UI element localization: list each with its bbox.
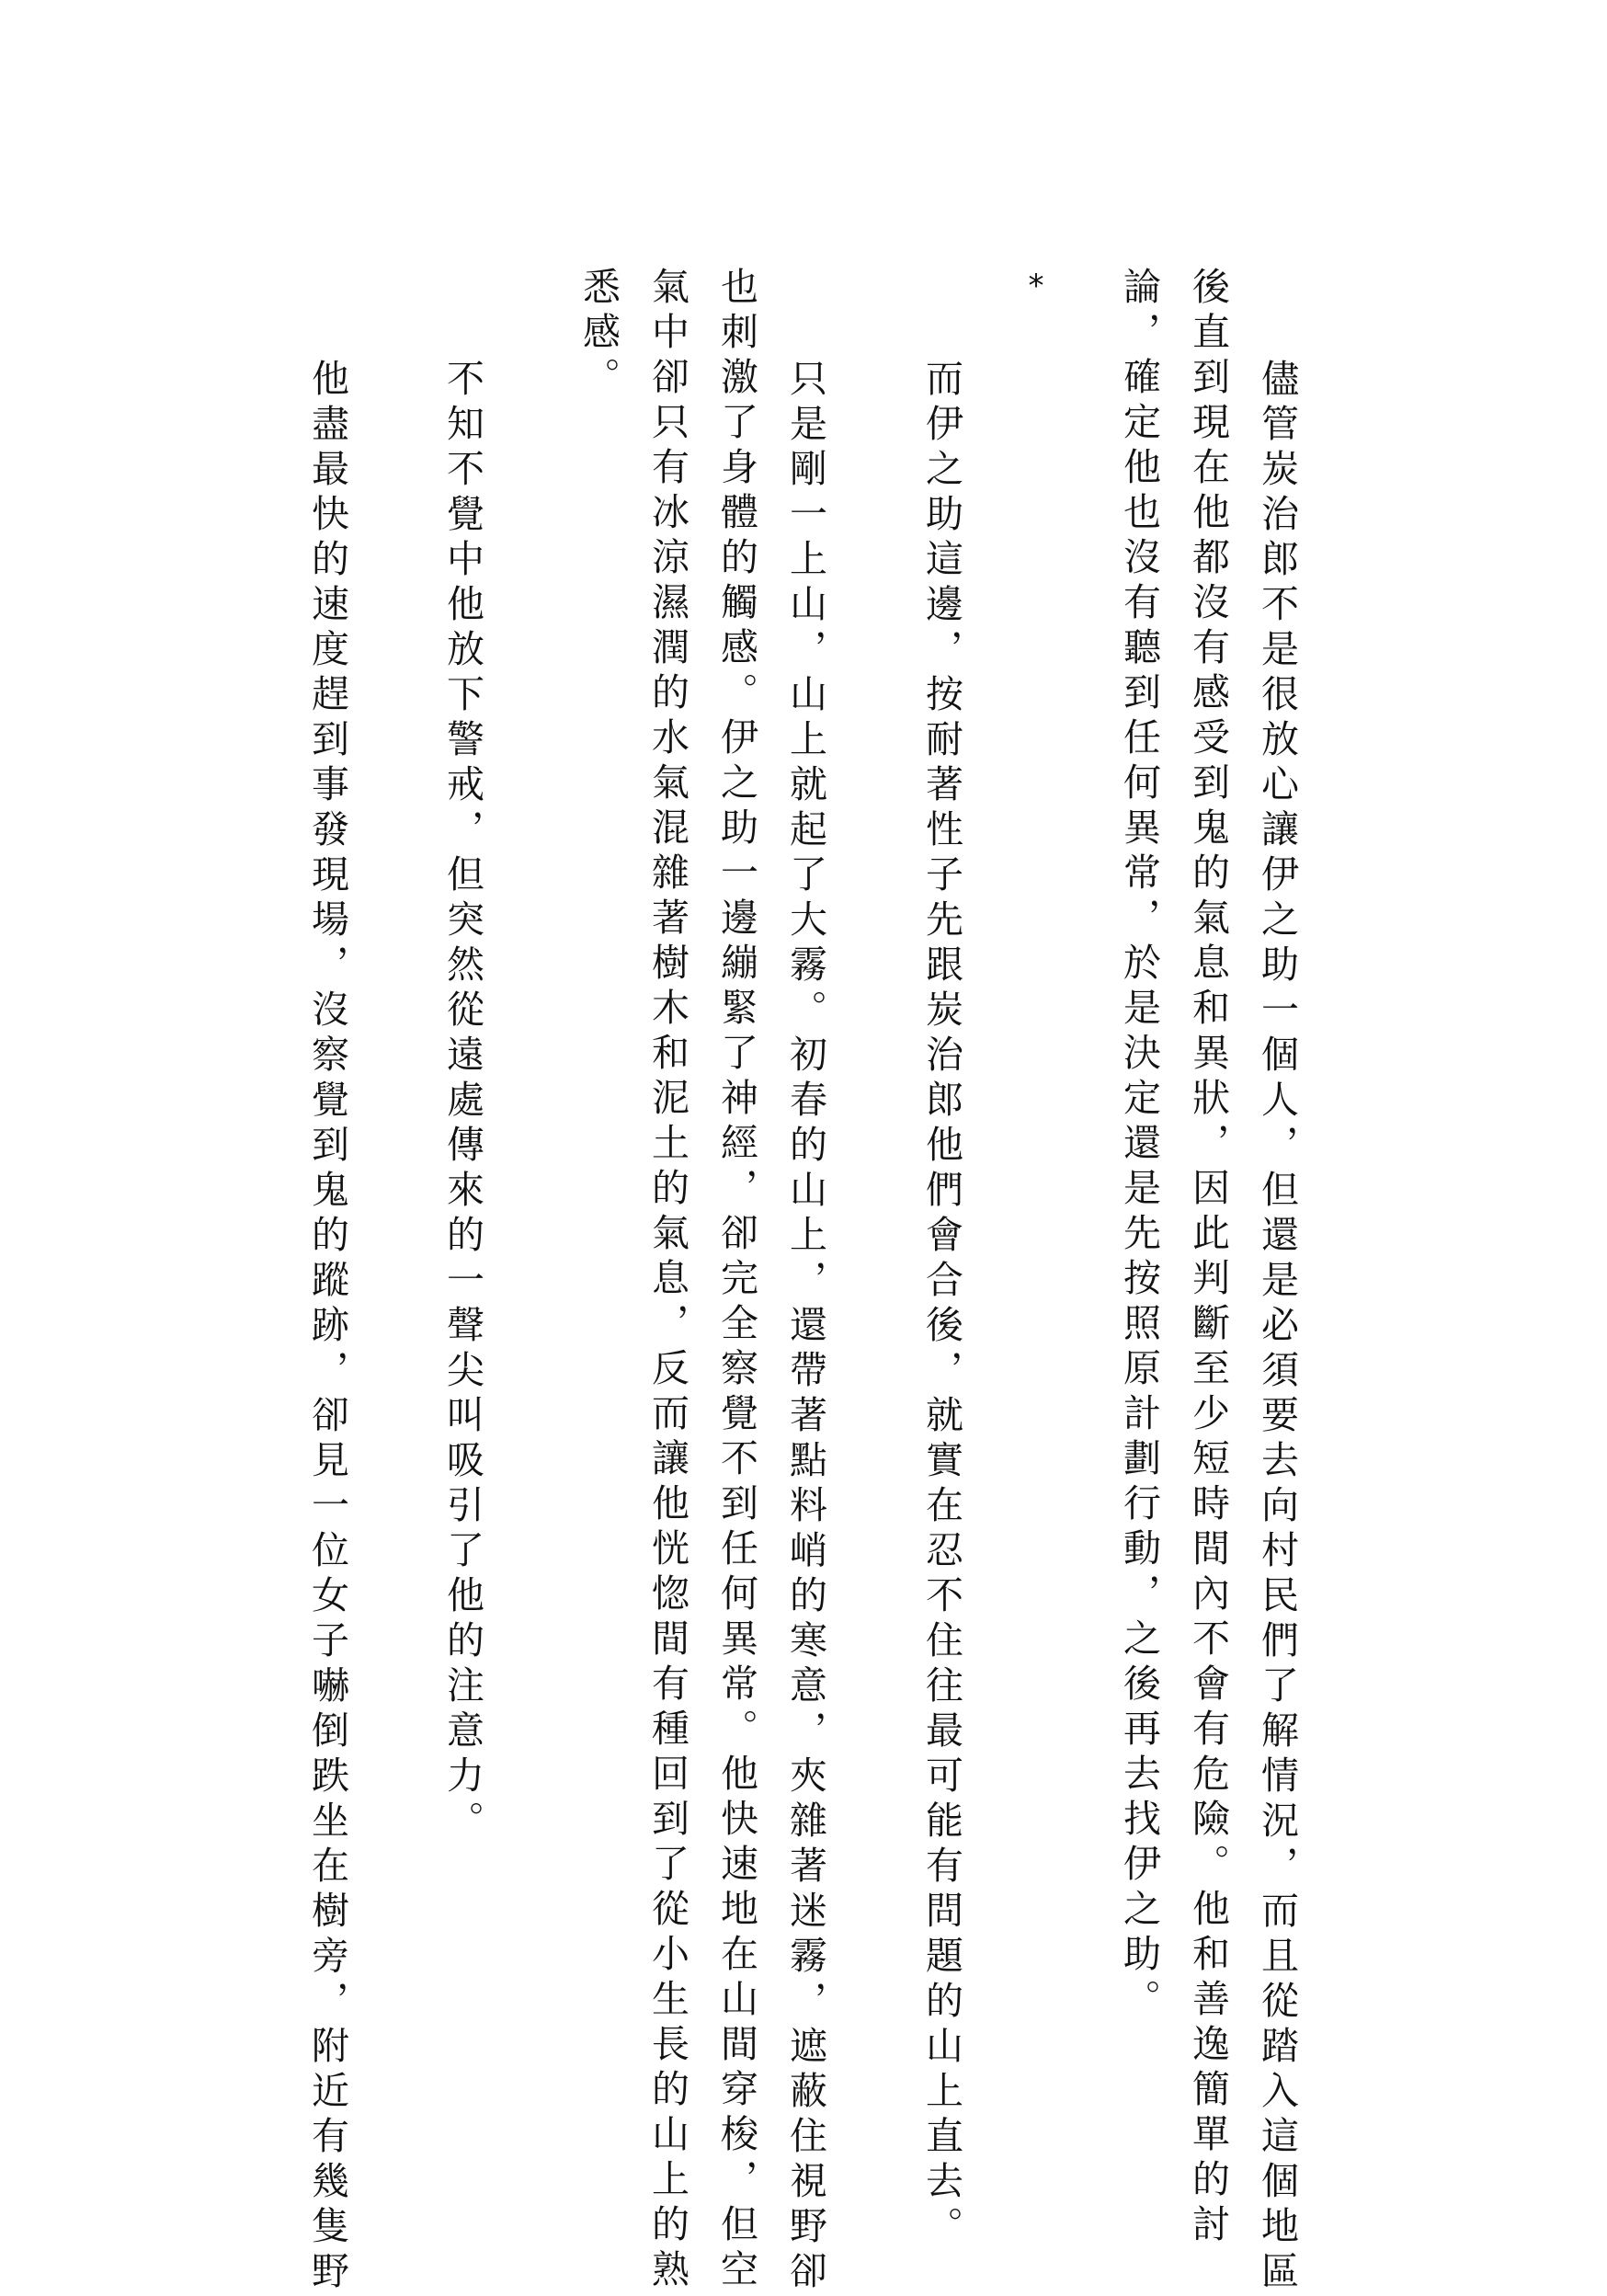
scene-break-asterisk: * [1028, 268, 1044, 304]
text-column-9: 不知不覺中他放下警戒，但突然從遠處傳來的一聲尖叫吸引了他的注意力。 [440, 359, 484, 1845]
text-column-7: 氣中卻只有冰涼濕潤的水氣混雜著樹木和泥土的氣息，反而讓他恍惚間有種回到了從小生長的山上的熟 [645, 267, 690, 2294]
text-column-1: 儘管炭治郎不是很放心讓伊之助一個人，但還是必須要去向村民們了解情況，而且從踏入這個地區 [1255, 359, 1299, 2296]
text-column-4: 而伊之助這邊，按耐著性子先跟炭治郎他們會合後，就實在忍不住往最可能有問題的山上直去。 [919, 359, 963, 2251]
text-column-2: 後直到現在他都沒有感受到鬼的氣息和異狀，因此判斷至少短時間內不會有危險。他和善逸簡單的討 [1186, 267, 1230, 2249]
text-column-5: 只是剛一上山，山上就起了大霧。初春的山上，還帶著點料峭的寒意，夾雜著迷霧，遮蔽住視野卻 [783, 359, 827, 2296]
text-column-6: 也刺激了身體的觸感。伊之助一邊繃緊了神經，卻完全察覺不到任何異常。他快速地在山間穿梭，但空 [714, 267, 758, 2294]
text-column-10: 他盡最快的速度趕到事發現場，沒察覺到鬼的蹤跡，卻見一位女子嚇倒跌坐在樹旁，附近有幾隻野 [305, 359, 349, 2296]
text-column-8: 悉感。 [576, 267, 621, 402]
text-column-3: 論，確定他也沒有聽到任何異常，於是決定還是先按照原計劃行動，之後再去找伊之助。 [1117, 267, 1161, 2024]
